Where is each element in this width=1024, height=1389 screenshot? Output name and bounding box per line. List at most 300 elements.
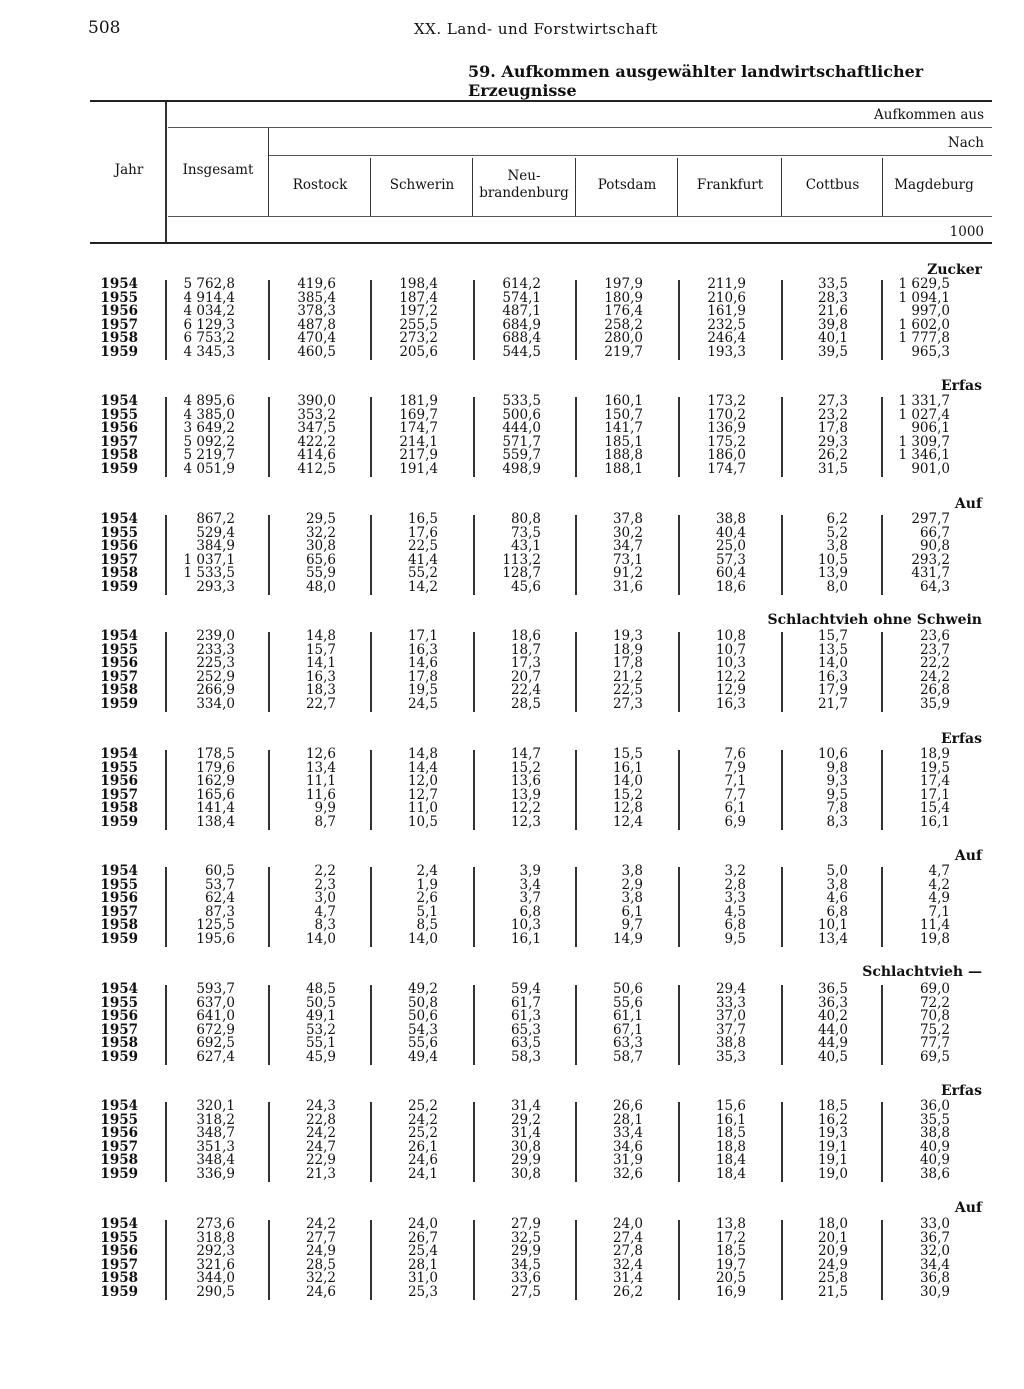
table-row — [0, 343, 1024, 360]
year-cell: 1956 — [100, 420, 138, 437]
value-cell: 14,0 — [817, 655, 848, 672]
header-unit: 1000 — [949, 224, 984, 240]
column-separator — [678, 515, 680, 595]
value-cell: 13,4 — [817, 930, 848, 947]
table-row — [0, 1048, 1024, 1065]
value-cell: 16,3 — [407, 641, 438, 658]
value-cell: 30,2 — [612, 524, 643, 541]
value-cell: 246,4 — [707, 330, 746, 347]
value-cell: 165,6 — [196, 786, 235, 803]
column-separator — [781, 1102, 783, 1182]
value-cell: 69,0 — [919, 981, 950, 997]
value-cell: 128,7 — [502, 565, 541, 582]
year-cell: 1959 — [100, 1283, 138, 1300]
value-cell: 49,2 — [407, 981, 438, 997]
value-cell: 11,0 — [407, 800, 438, 817]
value-cell: 3,8 — [621, 863, 643, 879]
column-separator — [575, 397, 577, 477]
header-jahr: Jahr — [114, 162, 144, 178]
section-rows — [0, 865, 1024, 947]
year-cell: 1955 — [100, 876, 138, 893]
value-cell: 87,3 — [204, 903, 235, 920]
header-nach: Nach — [947, 135, 984, 151]
value-cell: 34,7 — [612, 538, 643, 555]
value-cell: 14,0 — [305, 930, 336, 947]
section-title: Zucker — [927, 262, 982, 278]
value-cell: 186,0 — [707, 447, 746, 464]
value-cell: 35,5 — [919, 1111, 950, 1128]
column-separator — [473, 1220, 475, 1300]
value-cell: 385,4 — [297, 289, 336, 306]
value-cell: 23,7 — [919, 641, 950, 658]
table-row — [0, 578, 1024, 595]
year-cell: 1954 — [100, 981, 138, 997]
value-cell: 19,5 — [919, 759, 950, 776]
value-cell: 641,0 — [196, 1008, 235, 1025]
column-separator — [881, 1102, 883, 1182]
value-cell: 10,1 — [817, 917, 848, 934]
value-cell: 684,9 — [502, 316, 541, 333]
value-cell: 45,9 — [305, 1048, 336, 1065]
value-cell: 7,1 — [928, 903, 950, 920]
value-cell: 173,2 — [707, 393, 746, 409]
value-cell: 29,3 — [817, 433, 848, 450]
value-cell: 29,5 — [305, 511, 336, 527]
value-cell: 18,4 — [715, 1152, 746, 1169]
value-cell: 69,5 — [919, 1048, 950, 1065]
value-cell: 187,4 — [399, 289, 438, 306]
value-cell: 35,3 — [715, 1048, 746, 1065]
header-district-magdeburg: Magdeburg — [894, 177, 974, 193]
value-cell: 614,2 — [502, 276, 541, 292]
value-cell: 10,5 — [407, 813, 438, 830]
column-separator — [370, 280, 372, 360]
value-cell: 25,0 — [715, 538, 746, 555]
value-cell: 29,4 — [715, 981, 746, 997]
value-cell: 14,9 — [612, 930, 643, 947]
value-cell: 50,6 — [407, 1008, 438, 1025]
header-district-neubrandenburg: Neu- brandenburg — [479, 168, 569, 201]
column-separator — [781, 632, 783, 712]
value-cell: 997,0 — [911, 303, 950, 320]
value-cell: 25,4 — [407, 1243, 438, 1260]
column-separator — [473, 632, 475, 712]
value-cell: 178,5 — [196, 746, 235, 762]
section-rows — [0, 1218, 1024, 1300]
value-cell: 444,0 — [502, 420, 541, 437]
value-cell: 290,5 — [196, 1283, 235, 1300]
value-cell: 54,3 — [407, 1021, 438, 1038]
value-cell: 637,0 — [196, 994, 235, 1011]
value-cell: 25,2 — [407, 1125, 438, 1142]
section-title: Auf — [954, 1200, 982, 1216]
value-cell: 470,4 — [297, 330, 336, 347]
value-cell: 27,4 — [612, 1229, 643, 1246]
value-cell: 59,4 — [510, 981, 541, 997]
value-cell: 19,7 — [715, 1256, 746, 1273]
value-cell: 113,2 — [502, 551, 541, 568]
value-cell: 185,1 — [604, 433, 643, 450]
value-cell: 25,8 — [817, 1270, 848, 1287]
value-cell: 170,2 — [707, 406, 746, 423]
value-cell: 3 649,2 — [183, 420, 235, 437]
value-cell: 73,5 — [510, 524, 541, 541]
value-cell: 3,4 — [519, 876, 541, 893]
value-cell: 58,7 — [612, 1048, 643, 1065]
value-cell: 11,4 — [919, 917, 950, 934]
column-separator — [165, 867, 167, 947]
year-cell: 1957 — [100, 551, 138, 568]
value-cell: 63,3 — [612, 1035, 643, 1052]
value-cell: 1 094,1 — [898, 289, 950, 306]
value-cell: 24,9 — [817, 1256, 848, 1273]
value-cell: 15,2 — [510, 759, 541, 776]
year-cell: 1957 — [100, 1021, 138, 1038]
header-district-schwerin: Schwerin — [389, 177, 455, 193]
value-cell: 19,1 — [817, 1152, 848, 1169]
year-cell: 1958 — [100, 330, 138, 347]
value-cell: 17,2 — [715, 1229, 746, 1246]
year-cell: 1957 — [100, 1138, 138, 1155]
value-cell: 21,2 — [612, 668, 643, 685]
value-cell: 487,1 — [502, 303, 541, 320]
value-cell: 26,1 — [407, 1138, 438, 1155]
year-cell: 1955 — [100, 1111, 138, 1128]
value-cell: 13,4 — [305, 759, 336, 776]
value-cell: 193,3 — [707, 343, 746, 360]
value-cell: 14,1 — [305, 655, 336, 672]
section-title: Erfas — [940, 1083, 982, 1099]
table-row — [0, 1165, 1024, 1182]
value-cell: 24,9 — [305, 1243, 336, 1260]
value-cell: 33,4 — [612, 1125, 643, 1142]
value-cell: 16,1 — [612, 759, 643, 776]
value-cell: 11,6 — [305, 786, 336, 803]
value-cell: 14,8 — [407, 746, 438, 762]
value-cell: 414,6 — [297, 447, 336, 464]
header-aufkommen-aus: Aufkommen aus — [874, 107, 984, 123]
value-cell: 17,3 — [510, 655, 541, 672]
value-cell: 36,3 — [817, 994, 848, 1011]
value-cell: 34,4 — [919, 1256, 950, 1273]
value-cell: 91,2 — [612, 565, 643, 582]
value-cell: 60,5 — [204, 863, 235, 879]
value-cell: 197,2 — [399, 303, 438, 320]
value-cell: 10,8 — [715, 628, 746, 644]
column-separator — [781, 1220, 783, 1300]
value-cell: 344,0 — [196, 1270, 235, 1287]
column-separator — [575, 1102, 577, 1182]
value-cell: 174,7 — [399, 420, 438, 437]
value-cell: 1 629,5 — [898, 276, 950, 292]
value-cell: 179,6 — [196, 759, 235, 776]
value-cell: 431,7 — [911, 565, 950, 582]
value-cell: 5 762,8 — [183, 276, 235, 292]
value-cell: 21,6 — [817, 303, 848, 320]
value-cell: 24,5 — [407, 695, 438, 712]
year-cell: 1956 — [100, 1125, 138, 1142]
value-cell: 55,1 — [305, 1035, 336, 1052]
table-row — [0, 930, 1024, 947]
value-cell: 12,7 — [407, 786, 438, 803]
value-cell: 32,4 — [612, 1256, 643, 1273]
column-separator — [575, 1220, 577, 1300]
value-cell: 2,4 — [416, 863, 438, 879]
column-separator — [268, 1102, 270, 1182]
value-cell: 239,0 — [196, 628, 235, 644]
section-rows — [0, 395, 1024, 477]
value-cell: 191,4 — [399, 460, 438, 477]
value-cell: 30,9 — [919, 1283, 950, 1300]
year-cell: 1956 — [100, 773, 138, 790]
value-cell: 9,9 — [314, 800, 336, 817]
section-title: Erfas — [940, 378, 982, 394]
value-cell: 40,4 — [715, 524, 746, 541]
value-cell: 4 914,4 — [183, 289, 235, 306]
value-cell: 4 895,6 — [183, 393, 235, 409]
value-cell: 225,3 — [196, 655, 235, 672]
column-separator — [678, 397, 680, 477]
year-cell: 1958 — [100, 1270, 138, 1287]
column-separator — [781, 985, 783, 1065]
value-cell: 16,2 — [817, 1111, 848, 1128]
value-cell: 64,3 — [919, 578, 950, 595]
value-cell: 18,6 — [715, 578, 746, 595]
column-separator — [370, 632, 372, 712]
year-cell: 1957 — [100, 903, 138, 920]
value-cell: 544,5 — [502, 343, 541, 360]
value-cell: 627,4 — [196, 1048, 235, 1065]
year-cell: 1959 — [100, 1165, 138, 1182]
value-cell: 6,2 — [826, 511, 848, 527]
value-cell: 6 753,2 — [183, 330, 235, 347]
value-cell: 34,5 — [510, 1256, 541, 1273]
value-cell: 31,4 — [510, 1098, 541, 1114]
value-cell: 3,8 — [826, 538, 848, 555]
value-cell: 61,3 — [510, 1008, 541, 1025]
year-cell: 1955 — [100, 1229, 138, 1246]
value-cell: 20,9 — [817, 1243, 848, 1260]
page-number: 508 — [88, 18, 121, 38]
value-cell: 9,8 — [826, 759, 848, 776]
value-cell: 35,9 — [919, 695, 950, 712]
value-cell: 15,4 — [919, 800, 950, 817]
column-separator — [678, 1220, 680, 1300]
value-cell: 36,0 — [919, 1098, 950, 1114]
table-row — [0, 460, 1024, 477]
value-cell: 141,4 — [196, 800, 235, 817]
value-cell: 25,3 — [407, 1283, 438, 1300]
value-cell: 31,4 — [510, 1125, 541, 1142]
value-cell: 32,2 — [305, 1270, 336, 1287]
value-cell: 7,1 — [724, 773, 746, 790]
value-cell: 1 331,7 — [898, 393, 950, 409]
value-cell: 27,9 — [510, 1216, 541, 1232]
value-cell: 65,6 — [305, 551, 336, 568]
value-cell: 37,7 — [715, 1021, 746, 1038]
column-separator — [678, 280, 680, 360]
value-cell: 125,5 — [196, 917, 235, 934]
value-cell: 136,9 — [707, 420, 746, 437]
value-cell: 9,5 — [724, 930, 746, 947]
value-cell: 62,4 — [204, 890, 235, 907]
year-cell: 1955 — [100, 994, 138, 1011]
value-cell: 12,4 — [612, 813, 643, 830]
value-cell: 7,7 — [724, 786, 746, 803]
column-separator — [165, 985, 167, 1065]
value-cell: 14,6 — [407, 655, 438, 672]
value-cell: 7,6 — [724, 746, 746, 762]
year-cell: 1956 — [100, 1008, 138, 1025]
value-cell: 4 385,0 — [183, 406, 235, 423]
value-cell: 906,1 — [911, 420, 950, 437]
value-cell: 3,2 — [724, 863, 746, 879]
value-cell: 18,8 — [715, 1138, 746, 1155]
value-cell: 318,8 — [196, 1229, 235, 1246]
year-cell: 1954 — [100, 1098, 138, 1114]
column-separator — [881, 750, 883, 830]
value-cell: 188,1 — [604, 460, 643, 477]
column-separator — [781, 280, 783, 360]
value-cell: 38,6 — [919, 1165, 950, 1182]
year-cell: 1956 — [100, 303, 138, 320]
header-divider-4 — [575, 158, 576, 216]
value-cell: 22,5 — [407, 538, 438, 555]
value-cell: 5 092,2 — [183, 433, 235, 450]
value-cell: 162,9 — [196, 773, 235, 790]
value-cell: 574,1 — [502, 289, 541, 306]
value-cell: 6,8 — [519, 903, 541, 920]
value-cell: 49,4 — [407, 1048, 438, 1065]
value-cell: 33,3 — [715, 994, 746, 1011]
value-cell: 13,9 — [510, 786, 541, 803]
value-cell: 255,5 — [399, 316, 438, 333]
header-rule-nach — [268, 155, 992, 156]
column-separator — [881, 1220, 883, 1300]
value-cell: 22,9 — [305, 1152, 336, 1169]
section-rows — [0, 1100, 1024, 1182]
value-cell: 174,7 — [707, 460, 746, 477]
value-cell: 33,6 — [510, 1270, 541, 1287]
value-cell: 293,3 — [196, 578, 235, 595]
value-cell: 14,7 — [510, 746, 541, 762]
value-cell: 19,3 — [817, 1125, 848, 1142]
value-cell: 1 533,5 — [183, 565, 235, 582]
value-cell: 22,8 — [305, 1111, 336, 1128]
year-cell: 1957 — [100, 316, 138, 333]
value-cell: 30,8 — [305, 538, 336, 555]
value-cell: 529,4 — [196, 524, 235, 541]
value-cell: 5,0 — [826, 863, 848, 879]
value-cell: 38,8 — [715, 511, 746, 527]
value-cell: 37,8 — [612, 511, 643, 527]
table-row — [0, 813, 1024, 830]
value-cell: 24,7 — [305, 1138, 336, 1155]
value-cell: 24,2 — [407, 1111, 438, 1128]
column-separator — [881, 632, 883, 712]
value-cell: 15,6 — [715, 1098, 746, 1114]
column-separator — [165, 632, 167, 712]
value-cell: 30,8 — [510, 1165, 541, 1182]
value-cell: 297,7 — [911, 511, 950, 527]
value-cell: 73,1 — [612, 551, 643, 568]
value-cell: 27,3 — [612, 695, 643, 712]
value-cell: 672,9 — [196, 1021, 235, 1038]
value-cell: 7,8 — [826, 800, 848, 817]
value-cell: 18,5 — [817, 1098, 848, 1114]
column-separator — [881, 515, 883, 595]
year-cell: 1955 — [100, 289, 138, 306]
value-cell: 22,5 — [612, 682, 643, 699]
value-cell: 22,7 — [305, 695, 336, 712]
year-cell: 1959 — [100, 343, 138, 360]
value-cell: 293,2 — [911, 551, 950, 568]
value-cell: 16,3 — [305, 668, 336, 685]
column-separator — [575, 867, 577, 947]
value-cell: 2,3 — [314, 876, 336, 893]
value-cell: 12,8 — [612, 800, 643, 817]
value-cell: 4,5 — [724, 903, 746, 920]
year-cell: 1957 — [100, 668, 138, 685]
value-cell: 6,8 — [724, 917, 746, 934]
value-cell: 65,3 — [510, 1021, 541, 1038]
value-cell: 16,1 — [510, 930, 541, 947]
column-separator — [370, 1102, 372, 1182]
value-cell: 27,5 — [510, 1283, 541, 1300]
value-cell: 24,1 — [407, 1165, 438, 1182]
column-separator — [268, 1220, 270, 1300]
value-cell: 60,4 — [715, 565, 746, 582]
value-cell: 18,5 — [715, 1243, 746, 1260]
section-rows — [0, 630, 1024, 712]
value-cell: 17,4 — [919, 773, 950, 790]
header-insgesamt: Insgesamt — [182, 162, 254, 178]
value-cell: 348,4 — [196, 1152, 235, 1169]
value-cell: 2,2 — [314, 863, 336, 879]
value-cell: 9,7 — [621, 917, 643, 934]
value-cell: 2,6 — [416, 890, 438, 907]
header-divider-3 — [472, 158, 473, 216]
value-cell: 688,4 — [502, 330, 541, 347]
value-cell: 29,9 — [510, 1243, 541, 1260]
header-divider-6 — [781, 158, 782, 216]
value-cell: 38,8 — [919, 1125, 950, 1142]
value-cell: 57,3 — [715, 551, 746, 568]
year-cell: 1954 — [100, 746, 138, 762]
year-cell: 1955 — [100, 524, 138, 541]
value-cell: 16,3 — [817, 668, 848, 685]
value-cell: 32,0 — [919, 1243, 950, 1260]
value-cell: 2,9 — [621, 876, 643, 893]
value-cell: 3,8 — [621, 890, 643, 907]
value-cell: 19,1 — [817, 1138, 848, 1155]
value-cell: 40,9 — [919, 1152, 950, 1169]
value-cell: 19,8 — [919, 930, 950, 947]
value-cell: 16,1 — [715, 1111, 746, 1128]
value-cell: 30,8 — [510, 1138, 541, 1155]
value-cell: 3,3 — [724, 890, 746, 907]
value-cell: 17,9 — [817, 682, 848, 699]
value-cell: 161,9 — [707, 303, 746, 320]
value-cell: 45,6 — [510, 578, 541, 595]
value-cell: 20,5 — [715, 1270, 746, 1287]
column-separator — [370, 1220, 372, 1300]
year-cell: 1954 — [100, 276, 138, 292]
value-cell: 34,6 — [612, 1138, 643, 1155]
value-cell: 40,2 — [817, 1008, 848, 1025]
value-cell: 26,6 — [612, 1098, 643, 1114]
value-cell: 48,5 — [305, 981, 336, 997]
